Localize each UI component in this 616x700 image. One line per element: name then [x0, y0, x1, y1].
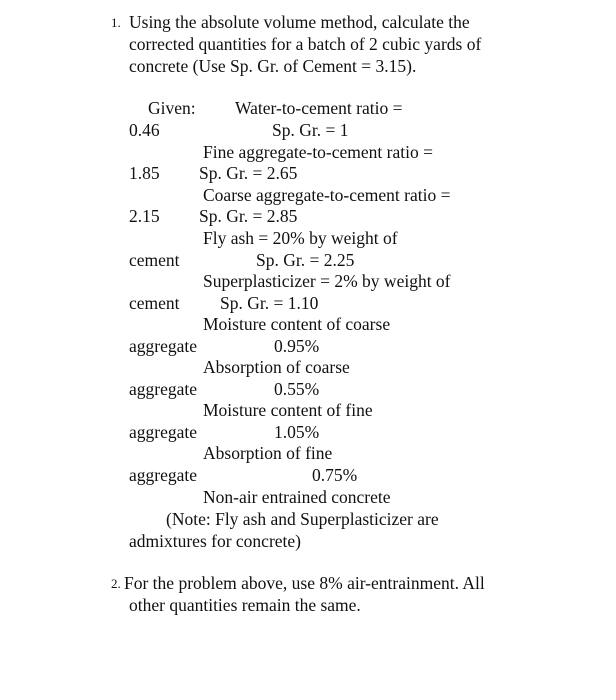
- absorption-coarse-continuation: aggregate: [129, 379, 198, 399]
- superplasticizer-specific-gravity: Sp. Gr. = 1.10: [220, 293, 319, 313]
- fine-aggregate-specific-gravity: Sp. Gr. = 2.65: [199, 163, 298, 183]
- absorption-fine-label: Absorption of fine: [203, 443, 333, 463]
- coarse-aggregate-specific-gravity: Sp. Gr. = 2.85: [199, 206, 298, 226]
- problem-1-stem-line-1: Using the absolute volume method, calculate the: [129, 12, 470, 32]
- problem-2-line-2: other quantities remain the same.: [129, 595, 361, 615]
- fly-ash-specific-gravity: Sp. Gr. = 2.25: [256, 250, 355, 270]
- water-cement-ratio-label: Water-to-cement ratio =: [235, 98, 403, 118]
- air-entrainment-label: Non-air entrained concrete: [203, 487, 391, 507]
- problem-1-stem-line-3: concrete (Use Sp. Gr. of Cement = 3.15).: [129, 56, 417, 76]
- moisture-coarse-label: Moisture content of coarse: [203, 314, 391, 334]
- problem-1-number: 1.: [111, 15, 121, 30]
- fine-aggregate-ratio-value: 1.85: [129, 163, 160, 183]
- note-line-1: (Note: Fly ash and Superplasticizer are: [166, 509, 439, 529]
- problem-2-line-1: For the problem above, use 8% air-entrainment. All: [124, 573, 485, 593]
- absorption-fine-continuation: aggregate: [129, 465, 198, 485]
- fine-aggregate-ratio-label: Fine aggregate-to-cement ratio =: [203, 142, 433, 162]
- coarse-aggregate-ratio-value: 2.15: [129, 206, 160, 226]
- given-label: Given:: [148, 98, 196, 118]
- moisture-coarse-value: 0.95%: [274, 336, 320, 356]
- moisture-fine-label: Moisture content of fine: [203, 400, 373, 420]
- note-line-2: admixtures for concrete): [129, 531, 302, 551]
- moisture-fine-continuation: aggregate: [129, 422, 198, 442]
- moisture-coarse-continuation: aggregate: [129, 336, 198, 356]
- problem-1-stem-line-2: corrected quantities for a batch of 2 cubic yards of: [129, 34, 482, 54]
- water-cement-ratio-value: 0.46: [129, 120, 160, 140]
- water-specific-gravity: Sp. Gr. = 1: [272, 120, 349, 140]
- absorption-coarse-value: 0.55%: [274, 379, 320, 399]
- problem-2-number: 2.: [111, 576, 121, 591]
- moisture-fine-value: 1.05%: [274, 422, 320, 442]
- absorption-coarse-label: Absorption of coarse: [203, 357, 350, 377]
- fly-ash-label: Fly ash = 20% by weight of: [203, 228, 398, 248]
- superplasticizer-continuation: cement: [129, 293, 180, 313]
- fly-ash-continuation: cement: [129, 250, 180, 270]
- coarse-aggregate-ratio-label: Coarse aggregate-to-cement ratio =: [203, 185, 451, 205]
- absorption-fine-value: 0.75%: [312, 465, 358, 485]
- superplasticizer-label: Superplasticizer = 2% by weight of: [203, 271, 451, 291]
